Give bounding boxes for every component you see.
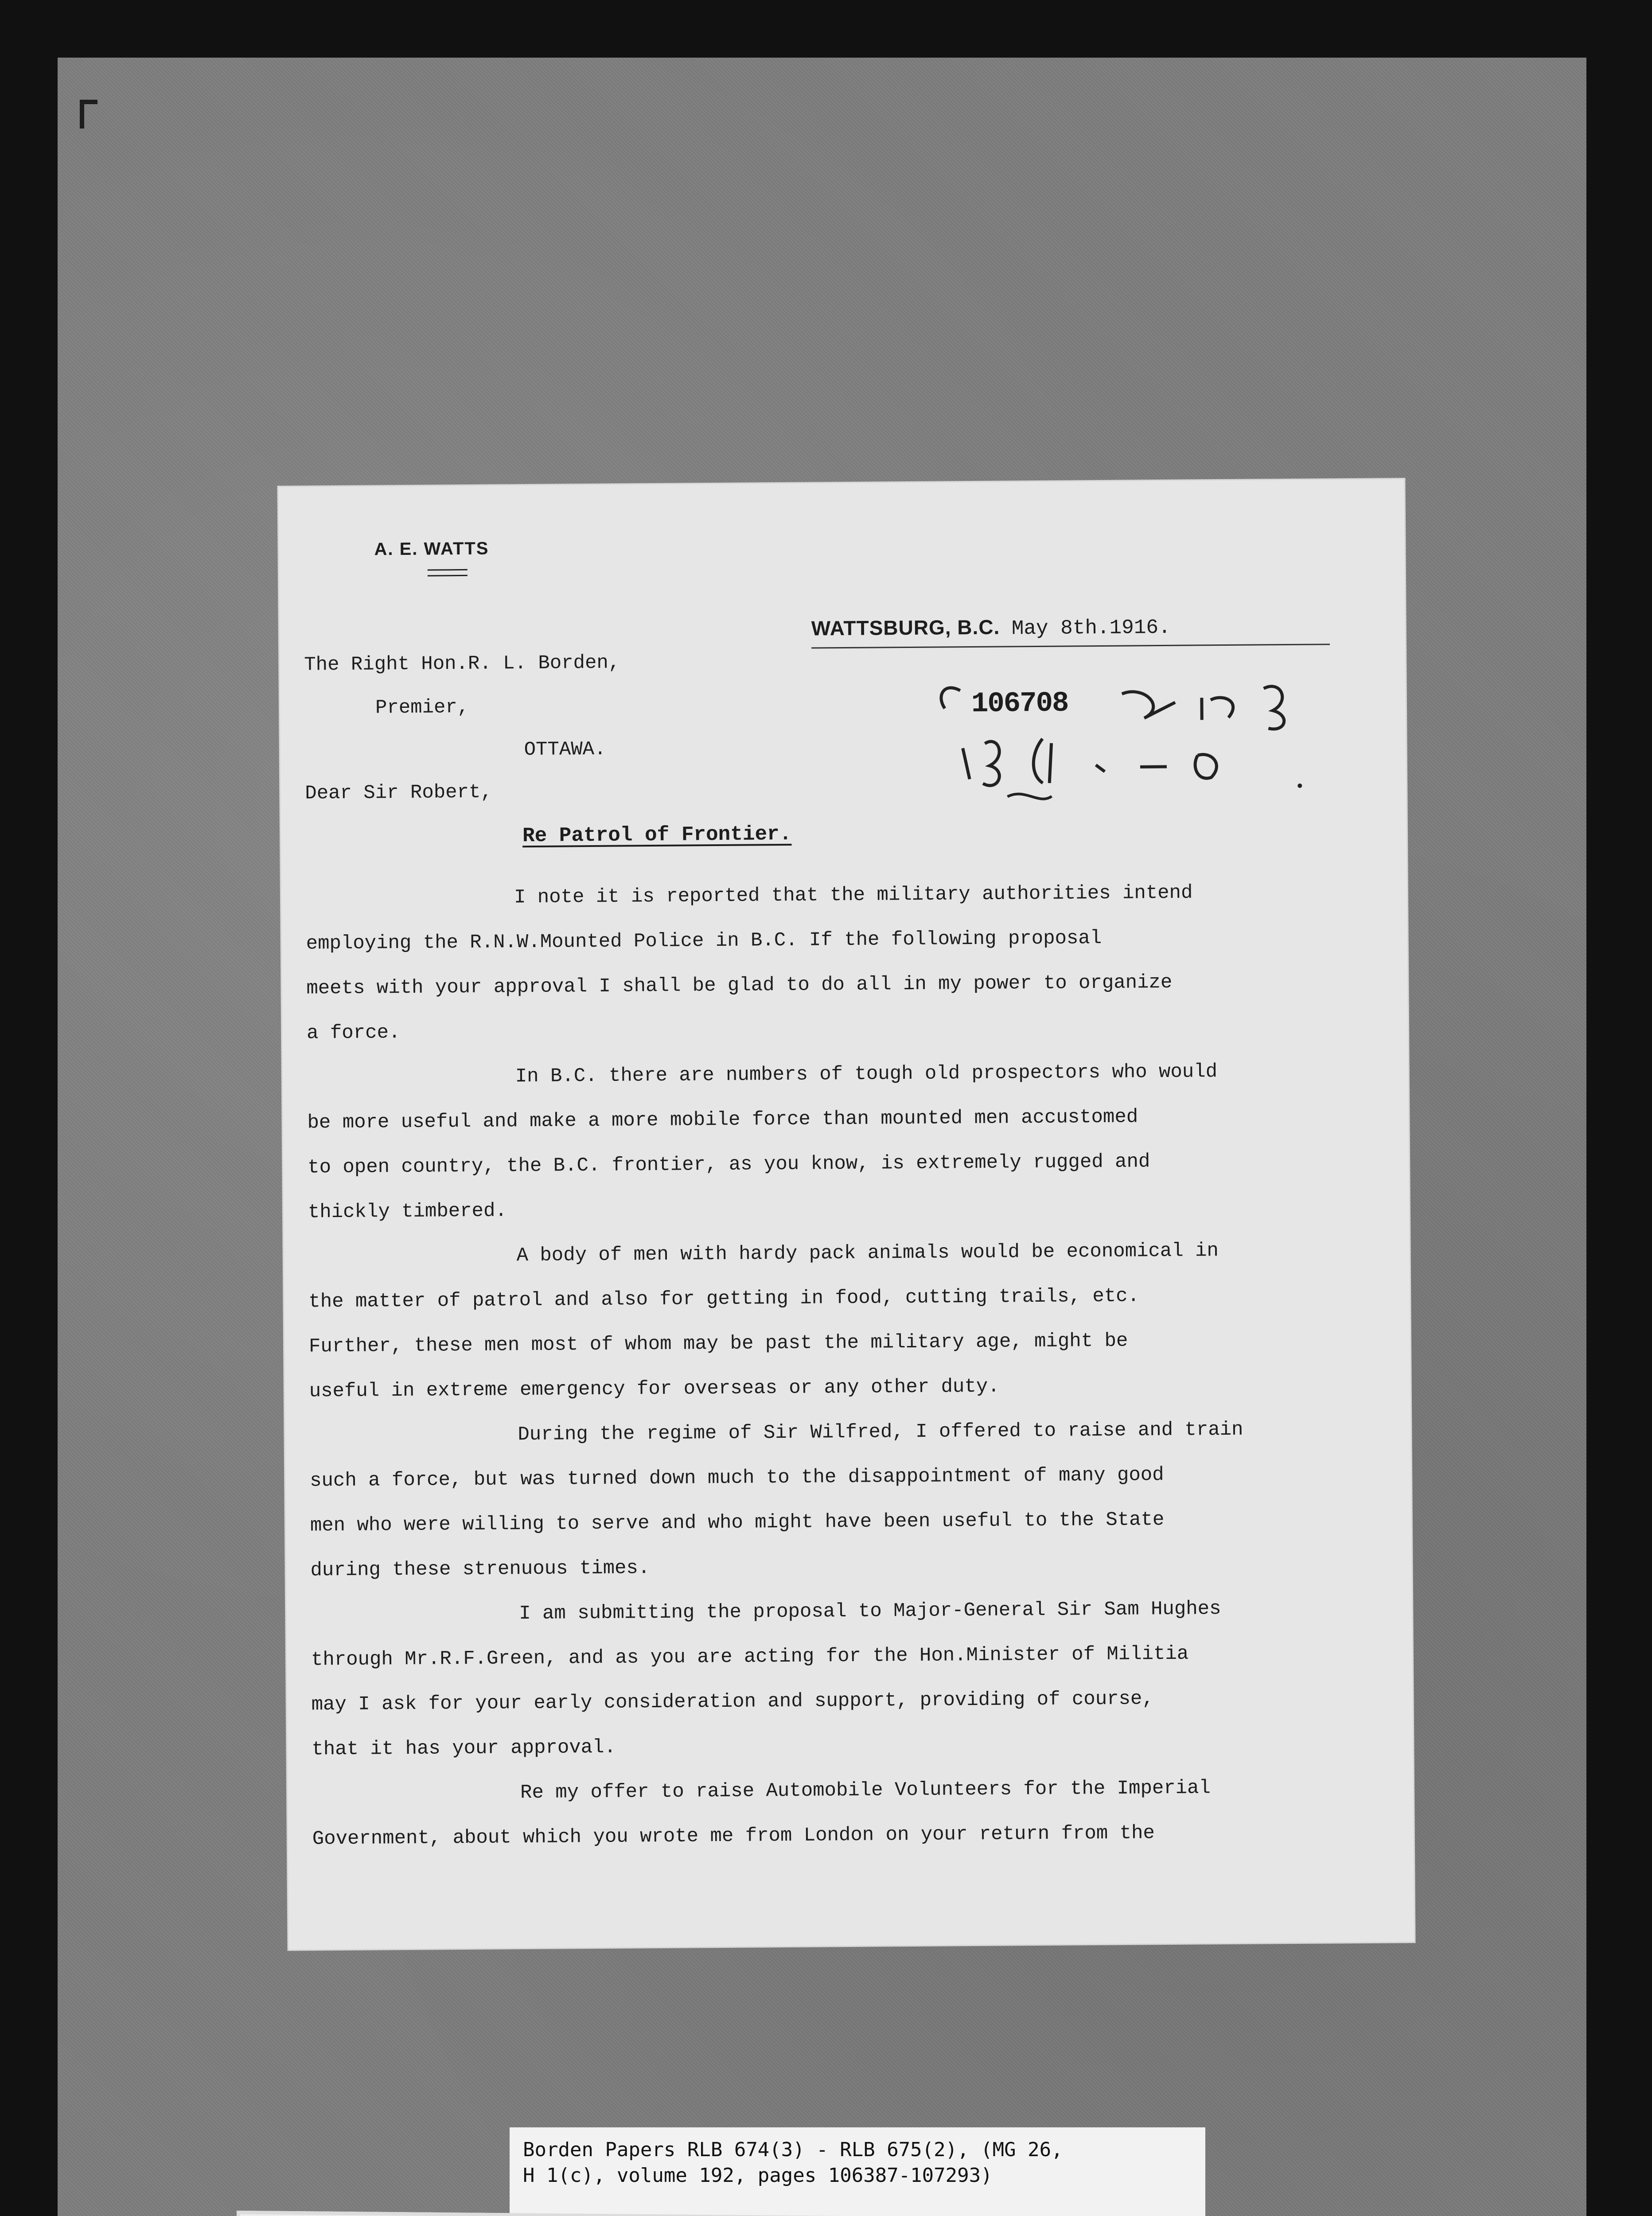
letter-page (279, 479, 1414, 1950)
letter-body (306, 869, 1403, 1861)
body-line: men who were willing to serve and who might have been useful to the State (310, 1509, 1165, 1537)
addressee-city: OTTAWA. (524, 738, 606, 761)
body-line: may I ask for your early consideration and support, providing of course, (311, 1688, 1154, 1716)
reference-line-2: H 1(c), volume 192, pages 106387-107293) (523, 2164, 993, 2187)
body-line: employing the R.N.W.Mounted Police in B.C. If the following proposal (306, 927, 1102, 955)
frame-corner-mark (80, 100, 97, 129)
microfilm-frame (58, 58, 1586, 2216)
letter-date: May 8th.1916. (1011, 616, 1171, 640)
reference-line-1: Borden Papers RLB 674(3) - RLB 675(2), (MG 26, (523, 2138, 1063, 2161)
body-line: be more useful and make a more mobile force than mounted men accustomed (307, 1106, 1138, 1134)
body-line: I am submitting the proposal to Major-General Sir Sam Hughes (519, 1598, 1221, 1625)
reference-strip (510, 2127, 1205, 2216)
body-line: to open country, the B.C. frontier, as you know, is extremely rugged and (308, 1151, 1150, 1179)
addressee-name: The Right Hon.R. L. Borden, (304, 652, 620, 676)
body-line: Further, these men most of whom may be past the military age, might be (308, 1330, 1128, 1358)
body-line: A body of men with hardy pack animals would be economical in (516, 1240, 1219, 1267)
body-line: thickly timbered. (308, 1200, 507, 1224)
body-line: that it has your approval. (312, 1736, 616, 1761)
body-line: useful in extreme emergency for overseas or any other duty. (309, 1375, 1000, 1403)
body-line: through Mr.R.F.Green, and as you are acting for the Hon.Minister of Militia (311, 1642, 1189, 1671)
body-line: In B.C. there are numbers of tough old prospectors who would (515, 1061, 1218, 1088)
body-line: meets with your approval I shall be glad to do all in my power to organize (306, 971, 1173, 1000)
handwritten-notes (936, 675, 1336, 810)
salutation: Dear Sir Robert, (305, 781, 492, 805)
body-line: the matter of patrol and also for getting in food, cutting trails, etc. (308, 1285, 1140, 1313)
body-line: a force. (306, 1022, 401, 1045)
body-line: Government, about which you wrote me from London on your return from the (312, 1822, 1155, 1850)
addressee-title: Premier, (375, 696, 469, 719)
body-line: during these strenuous times. (310, 1557, 650, 1582)
body-line: such a force, but was turned down much to the disappointment of many good (309, 1464, 1164, 1492)
letter-place: WATTSBURG, B.C. (811, 615, 1000, 640)
letterhead-rule (428, 569, 468, 577)
file-number-stamp: 106708 (971, 687, 1068, 721)
place-date-line (811, 613, 1330, 648)
subject-line: Re Patrol of Frontier. (522, 822, 792, 848)
body-line: Re my offer to raise Automobile Volunteers for the Imperial (520, 1777, 1211, 1804)
body-line: I note it is reported that the military authorities intend (514, 882, 1193, 909)
body-line: During the regime of Sir Wilfred, I offered to raise and train (518, 1418, 1243, 1446)
letterhead-name: A. E. WATTS (374, 538, 489, 559)
